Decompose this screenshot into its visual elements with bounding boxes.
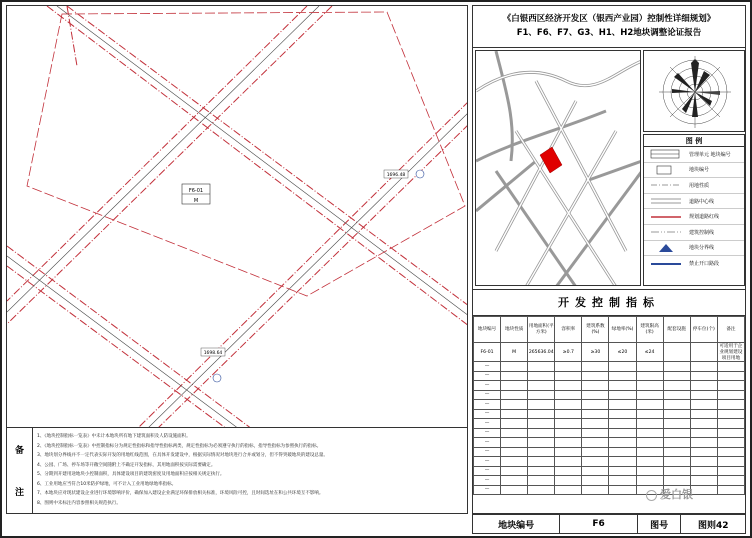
legend-item: 地块分界线 bbox=[644, 241, 744, 257]
table-cell: — bbox=[474, 466, 501, 476]
note-item: 6、工业用地应当符合10米防护绿地，可不计入工业用地绿地率指标。 bbox=[37, 481, 177, 487]
table-cell bbox=[501, 362, 528, 372]
table-cell bbox=[690, 409, 717, 419]
table-cell bbox=[528, 428, 555, 438]
table-cell bbox=[582, 362, 609, 372]
table-cell: — bbox=[474, 362, 501, 372]
table-cell bbox=[636, 419, 663, 429]
table-cell bbox=[636, 409, 663, 419]
table-cell bbox=[717, 476, 744, 486]
table-cell bbox=[501, 485, 528, 495]
notes-panel bbox=[6, 428, 468, 514]
table-cell bbox=[501, 457, 528, 467]
table-cell bbox=[582, 476, 609, 486]
table-cell bbox=[690, 476, 717, 486]
table-row bbox=[474, 381, 745, 391]
indicator-table: 地块编号 地块性质 用地面积(平方米) 容积率 建筑系数(%) 绿地率(%) 建筑限高(米) 配套设施 停车位(个) 备注 F6-01 M 265636.04 ≥0.7 ≥30 ≤20 ≤24 可适用于企业规划建设项目用地 — — — — — — — — — — — — — — bbox=[473, 316, 745, 495]
table-cell bbox=[582, 400, 609, 410]
table-cell bbox=[717, 409, 744, 419]
table-cell bbox=[663, 381, 690, 391]
table-cell: ≤20 bbox=[609, 343, 636, 362]
table-cell bbox=[582, 457, 609, 467]
table-cell bbox=[717, 447, 744, 457]
table-cell bbox=[663, 476, 690, 486]
table-cell: — bbox=[474, 409, 501, 419]
page-title: 《白银西区经济开发区（银西产业园）控制性详细规划》 F1、F6、F7、G3、H1、H2地块调整论证报告 bbox=[473, 6, 745, 48]
road-line bbox=[157, 124, 468, 428]
table-cell bbox=[555, 390, 582, 400]
road-line bbox=[7, 6, 332, 324]
table-cell bbox=[582, 485, 609, 495]
table-cell bbox=[609, 362, 636, 372]
table-cell bbox=[690, 362, 717, 372]
table-cell bbox=[636, 362, 663, 372]
table-cell bbox=[582, 428, 609, 438]
table-row bbox=[474, 485, 745, 495]
road-network bbox=[7, 6, 468, 428]
table-cell bbox=[690, 419, 717, 429]
table-cell bbox=[690, 447, 717, 457]
table-cell bbox=[555, 428, 582, 438]
table-cell bbox=[690, 343, 717, 362]
table-cell bbox=[690, 400, 717, 410]
table-cell bbox=[501, 419, 528, 429]
legend-item: 禁止开口路段 bbox=[689, 261, 720, 268]
table-cell bbox=[555, 457, 582, 467]
table-row bbox=[474, 371, 745, 381]
table-cell bbox=[582, 466, 609, 476]
table-cell bbox=[555, 381, 582, 391]
table-cell bbox=[582, 409, 609, 419]
table-cell bbox=[501, 390, 528, 400]
table-row bbox=[474, 390, 745, 400]
site-plan-map bbox=[6, 5, 468, 428]
plot-code-label: F6-01 bbox=[188, 188, 204, 194]
table-cell: — bbox=[474, 419, 501, 429]
legend-item: 地块编号 bbox=[644, 163, 744, 179]
table-cell bbox=[663, 438, 690, 448]
table-cell bbox=[528, 419, 555, 429]
table-cell: ≤24 bbox=[636, 343, 663, 362]
plot-number-value: F6 bbox=[560, 515, 637, 533]
table-row bbox=[474, 400, 745, 410]
table-cell bbox=[663, 457, 690, 467]
notes-heading: 备 注 bbox=[7, 428, 33, 513]
table-cell bbox=[717, 485, 744, 495]
note-item: 3、地块划分界线并不一定代表实际开发的用地红线范围，在具体开发建设中，根据实际情况对地块进行合并或划分，但不得突破地块的建设总量。 bbox=[37, 453, 328, 458]
note-item: 8、图则中未标注内容参照相关规范执行。 bbox=[37, 500, 121, 506]
table-cell bbox=[690, 457, 717, 467]
table-cell bbox=[501, 409, 528, 419]
table-cell bbox=[663, 447, 690, 457]
plot-landuse-label: M bbox=[193, 198, 199, 204]
development-control-table bbox=[473, 289, 745, 515]
intersection-marker bbox=[213, 374, 221, 382]
table-cell bbox=[636, 466, 663, 476]
table-row bbox=[474, 466, 745, 476]
table-cell bbox=[555, 466, 582, 476]
note-item: 4、公园、广场、停车场等开敞空间随附上不确定开发指标，其用地面积按实际需要确定。 bbox=[37, 462, 216, 468]
table-cell bbox=[609, 438, 636, 448]
table-cell bbox=[501, 466, 528, 476]
table-cell bbox=[528, 485, 555, 495]
table-cell bbox=[717, 419, 744, 429]
road-centerline bbox=[147, 112, 468, 428]
table-cell: ≥0.7 bbox=[555, 343, 582, 362]
table-cell bbox=[528, 400, 555, 410]
table-cell bbox=[501, 438, 528, 448]
table-cell bbox=[609, 447, 636, 457]
table-cell bbox=[555, 362, 582, 372]
table-cell: — bbox=[474, 400, 501, 410]
table-cell: — bbox=[474, 438, 501, 448]
table-row bbox=[474, 409, 745, 419]
table-cell bbox=[501, 400, 528, 410]
table-cell bbox=[528, 457, 555, 467]
road-centerline bbox=[7, 6, 319, 312]
road-line bbox=[7, 266, 227, 428]
table-cell bbox=[636, 476, 663, 486]
table-cell bbox=[528, 390, 555, 400]
table-cell bbox=[690, 381, 717, 391]
road-centerline bbox=[7, 256, 239, 428]
drawing-number-label: 图号 bbox=[638, 515, 682, 533]
plot-boundary bbox=[27, 12, 465, 296]
table-cell bbox=[528, 447, 555, 457]
table-cell bbox=[528, 409, 555, 419]
table-cell bbox=[663, 371, 690, 381]
drawing-number-value: 图则42 bbox=[697, 520, 729, 531]
legend-item: 规划道路红线 bbox=[644, 209, 744, 225]
svg-text:1696.48: 1696.48 bbox=[386, 173, 406, 178]
table-cell: — bbox=[474, 457, 501, 467]
table-cell: M bbox=[501, 343, 528, 362]
table-cell: — bbox=[474, 447, 501, 457]
watermark: 爱白银 bbox=[646, 486, 693, 502]
table-cell bbox=[582, 419, 609, 429]
table-cell: — bbox=[474, 428, 501, 438]
legend-item: 管理单元 地块编号 bbox=[644, 147, 744, 163]
table-row bbox=[474, 419, 745, 429]
plot-location-marker bbox=[540, 147, 562, 173]
table-row bbox=[474, 428, 745, 438]
table-cell bbox=[609, 390, 636, 400]
table-cell bbox=[501, 476, 528, 486]
table-cell bbox=[582, 438, 609, 448]
table-cell bbox=[582, 381, 609, 391]
table-cell bbox=[528, 466, 555, 476]
table-cell bbox=[690, 466, 717, 476]
note-item: 1、《地块控制指标一览表》中未计本地块所有地下建筑面积及人防设施面积。 bbox=[37, 434, 191, 439]
table-cell: — bbox=[474, 476, 501, 486]
table-cell: ≥30 bbox=[582, 343, 609, 362]
table-cell bbox=[717, 438, 744, 448]
note-item: 2、《地块控制指标一览表》中控制指标分为规定性指标和指导性指标两类，规定性指标为必须遵守执行的指标，指导性指标为参照执行的指标。 bbox=[37, 443, 322, 449]
table-cell bbox=[690, 485, 717, 495]
table-cell bbox=[582, 371, 609, 381]
table-cell: — bbox=[474, 390, 501, 400]
table-cell bbox=[528, 371, 555, 381]
table-cell bbox=[609, 419, 636, 429]
road-line bbox=[7, 246, 252, 428]
table-cell bbox=[501, 428, 528, 438]
table-cell bbox=[555, 419, 582, 429]
intersection-marker bbox=[416, 170, 424, 178]
table-cell bbox=[555, 409, 582, 419]
notes-list bbox=[37, 432, 463, 508]
table-row bbox=[474, 457, 745, 467]
title-strip bbox=[472, 514, 746, 534]
note-item: 7、本地块应对现状建设企业进行环境影响评价，确保加入建设企业满足环保排放相关标准，环境风险可控，且时间选址在和公共环境互不影响。 bbox=[37, 491, 324, 496]
table-cell bbox=[636, 371, 663, 381]
table-cell bbox=[663, 428, 690, 438]
table-title: 开发控制指标 bbox=[473, 290, 745, 316]
table-cell bbox=[717, 371, 744, 381]
legend-item: 用地性质 bbox=[644, 178, 744, 194]
table-cell bbox=[555, 371, 582, 381]
table-row bbox=[474, 362, 745, 372]
table-cell bbox=[528, 381, 555, 391]
table-cell bbox=[609, 409, 636, 419]
table-cell bbox=[717, 362, 744, 372]
table-cell bbox=[609, 400, 636, 410]
legend-item: 道路中心线 bbox=[644, 194, 744, 210]
table-cell: 265636.04 bbox=[528, 343, 555, 362]
table-cell bbox=[609, 485, 636, 495]
table-cell bbox=[663, 390, 690, 400]
table-cell bbox=[717, 466, 744, 476]
legend-title: 图 例 bbox=[644, 135, 744, 147]
table-cell bbox=[717, 428, 744, 438]
table-cell bbox=[501, 371, 528, 381]
table-cell bbox=[555, 476, 582, 486]
table-cell bbox=[663, 343, 690, 362]
table-cell bbox=[582, 447, 609, 457]
table-cell: — bbox=[474, 371, 501, 381]
table-cell bbox=[636, 381, 663, 391]
table-cell bbox=[609, 371, 636, 381]
table-cell bbox=[663, 362, 690, 372]
road-line bbox=[7, 6, 307, 301]
table-cell bbox=[528, 438, 555, 448]
table-cell bbox=[663, 466, 690, 476]
table-cell bbox=[636, 390, 663, 400]
legend bbox=[643, 134, 745, 286]
table-cell bbox=[636, 447, 663, 457]
table-row bbox=[474, 476, 745, 486]
table-cell bbox=[555, 400, 582, 410]
legend-item: 建筑控制线 bbox=[644, 225, 744, 241]
table-cell bbox=[501, 381, 528, 391]
note-item: 5、分期到开建用途地块小控制面积，具体建设项目的建筑密度及用地面积应按相关规定执行。 bbox=[37, 472, 225, 477]
table-cell bbox=[528, 476, 555, 486]
table-cell bbox=[663, 419, 690, 429]
table-cell: — bbox=[474, 381, 501, 391]
table-cell bbox=[717, 457, 744, 467]
table-cell bbox=[636, 400, 663, 410]
table-cell bbox=[582, 390, 609, 400]
table-cell bbox=[609, 476, 636, 486]
road-centerline bbox=[57, 6, 468, 316]
table-cell bbox=[690, 371, 717, 381]
table-row bbox=[474, 343, 745, 362]
info-panel bbox=[472, 5, 746, 514]
road-line bbox=[137, 101, 468, 428]
plot-number-label: 地块编号 bbox=[473, 515, 560, 533]
table-cell bbox=[528, 362, 555, 372]
table-cell bbox=[555, 438, 582, 448]
table-cell: F6-01 bbox=[474, 343, 501, 362]
table-cell bbox=[555, 447, 582, 457]
location-map bbox=[475, 50, 641, 286]
wind-rose bbox=[643, 50, 745, 132]
table-cell bbox=[501, 447, 528, 457]
table-cell bbox=[717, 381, 744, 391]
table-cell bbox=[609, 457, 636, 467]
table-cell bbox=[690, 428, 717, 438]
table-cell bbox=[690, 438, 717, 448]
table-cell bbox=[663, 400, 690, 410]
wechat-icon bbox=[646, 490, 657, 501]
table-cell bbox=[717, 390, 744, 400]
table-row bbox=[474, 438, 745, 448]
table-cell bbox=[636, 428, 663, 438]
table-cell bbox=[717, 400, 744, 410]
table-cell bbox=[690, 390, 717, 400]
table-cell bbox=[609, 381, 636, 391]
table-cell bbox=[555, 485, 582, 495]
svg-text:1698.64: 1698.64 bbox=[203, 351, 223, 356]
table-cell: — bbox=[474, 485, 501, 495]
table-cell: 可适用于企业规划建设项目用地 bbox=[717, 343, 744, 362]
table-row bbox=[474, 447, 745, 457]
table-cell bbox=[636, 457, 663, 467]
table-cell bbox=[663, 409, 690, 419]
table-cell bbox=[636, 438, 663, 448]
table-cell bbox=[609, 428, 636, 438]
table-cell bbox=[609, 466, 636, 476]
road-line bbox=[67, 6, 468, 306]
